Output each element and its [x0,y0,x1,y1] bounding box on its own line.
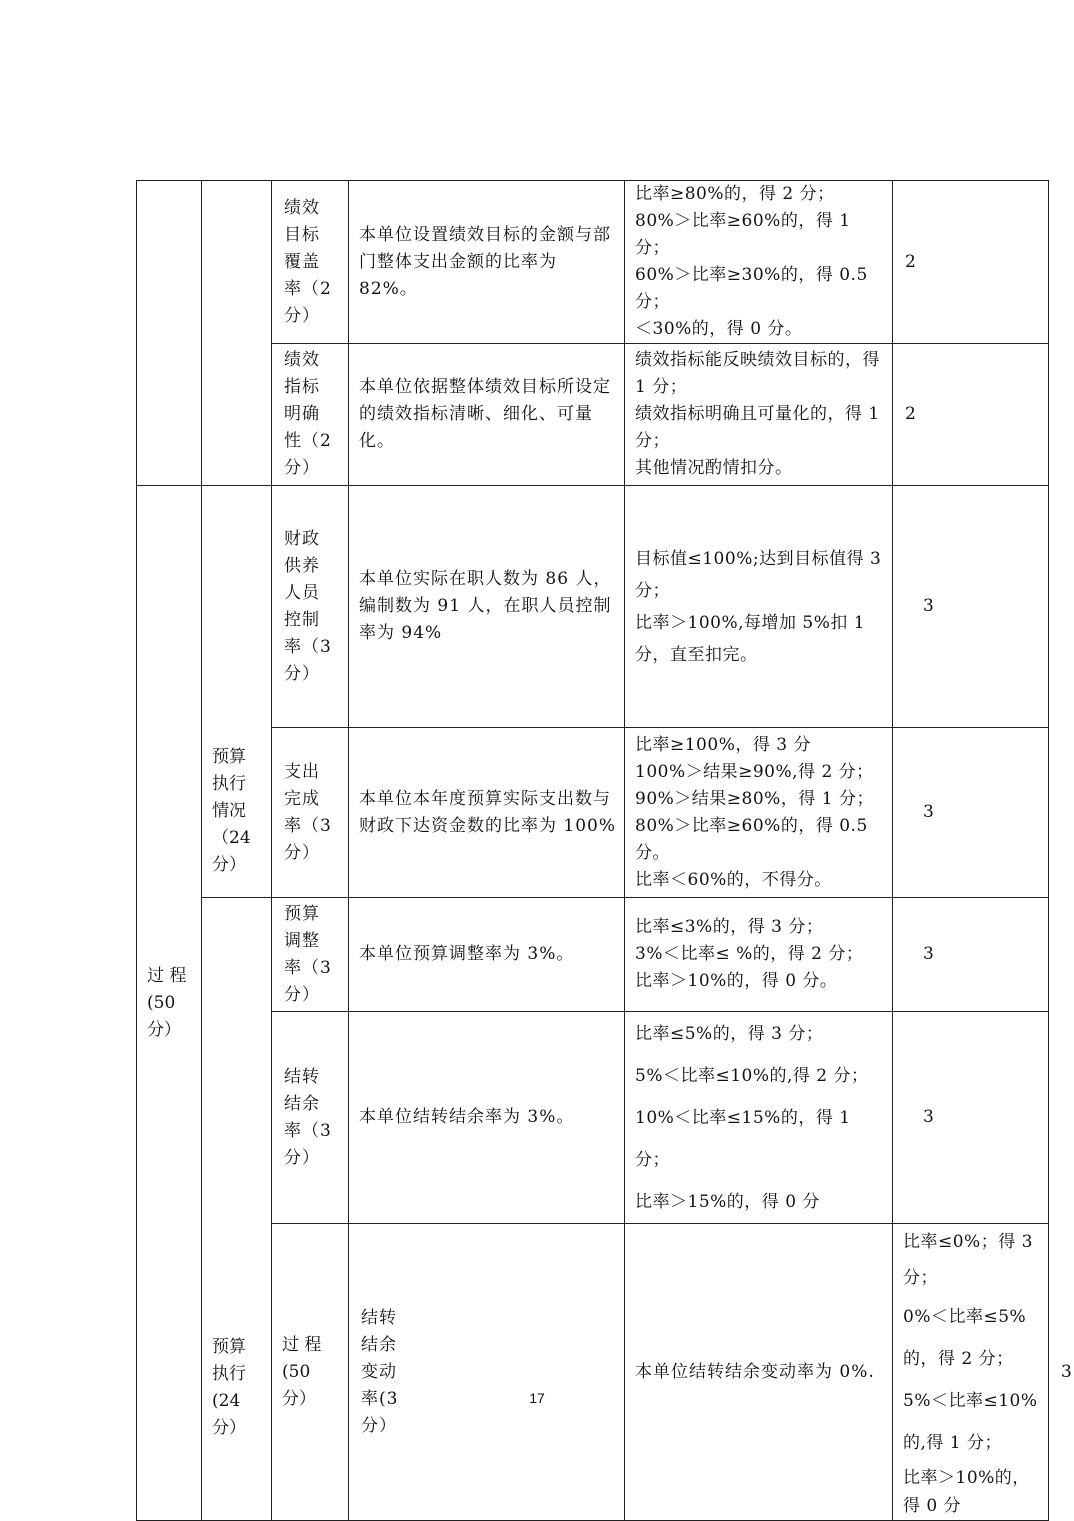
level2-cell-empty [202,181,272,486]
criteria-line: 分； [635,1149,670,1170]
criteria-cell [625,1012,893,1224]
level2-cell: 预算 执行 (24 分） [202,898,272,1521]
criteria-line: ＜30%的，得 0 分。 [635,319,803,339]
table-row [137,486,1049,728]
level1-cell-empty [137,181,202,486]
level2-cell: 预算 执行 情况 （24 分） [202,486,272,898]
description-cell: 本单位设置绩效目标的金额与部门整体支出金额的比率为 82%。 [349,181,625,344]
table-row: 过 程 (50 分） 结转 结余 变动 率(3 分） 本单位结转结余变动率为 0%. 比率≤0%；得 3 分； 0%＜比率≤5%的，得 2 分； 5%＜比率≤10%的,得 1 分； 比率＞10%的，得 0 分 3 [137,1224,1049,1521]
indicator-cell: 绩效 目标 覆盖 率（2 分） [272,181,349,344]
table-row [137,181,1049,344]
page-number: 17 [529,1390,545,1406]
table-row [137,344,1049,486]
indicator-cell: 结转 结余 变动 率(3 分） [349,1224,625,1521]
criteria-line: 比率≥100%，得 3 分 [635,734,811,755]
criteria-line: 绩效指标明确且可量化的，得 1 分； [635,404,880,451]
criteria-line: 绩效指标能反映绩效目标的，得 1 分； [635,350,880,397]
score-cell: 2 [893,181,1049,344]
table-row [137,728,1049,898]
criteria-line: 目标值≤100%;达到目标值得 3 分； [635,548,882,601]
evaluation-table-container [136,180,1072,1521]
indicator-cell: 支出 完成 率（3 分） [272,728,349,898]
indicator-cell: 财政 供养 人员 控制 率（3 分） [272,486,349,728]
criteria-line: 比率≤3%的，得 3 分； [635,917,824,937]
criteria-line: 5%＜比率≤10%的,得 1 分； [903,1391,1038,1453]
criteria-line: 0%＜比率≤5%的，得 2 分； [903,1307,1027,1369]
table-row [137,1012,1049,1224]
criteria-line: 比率＞10%的，得 0 分 [903,1468,1030,1516]
criteria-line: 10%＜比率≤15%的，得 1 [635,1107,851,1128]
score-cell: 3 [893,898,1049,1012]
level1-cell: 过 程 (50 分） [137,486,202,1521]
criteria-line: 90%＞结果≥80%，得 1 分； [635,788,874,809]
criteria-cell [625,344,893,486]
indicator-cell: 预算 调整 率（3 分） [272,898,349,1012]
description-cell: 本单位结转结余率为 3%。 [349,1012,625,1224]
score-cell: 3 [893,486,1049,728]
score-cell: 2 [893,344,1049,486]
table-row [137,898,1049,1012]
indicator-cell: 结转 结余 率（3 分） [272,1012,349,1224]
criteria-line: 5%＜比率≤10%的,得 2 分； [635,1065,869,1086]
criteria-line: 100%＞结果≥90%,得 2 分； [635,761,874,782]
criteria-line: 60%＞比率≥30%的，得 0.5 分； [635,265,868,312]
criteria-cell [625,898,893,1012]
criteria-line: 比率≤5%的，得 3 分； [635,1023,824,1044]
criteria-cell [893,1224,1049,1521]
description-cell: 本单位实际在职人数为 86 人，编制数为 91 人，在职人员控制率为 94% [349,486,625,728]
criteria-line: 80%＞比率≥60%的，得 0.5 分。 [635,815,868,863]
criteria-line: 比率＞15%的，得 0 分 [635,1191,820,1212]
description-cell: 本单位依据整体绩效目标所设定的绩效指标清晰、细化、可量化。 [349,344,625,486]
score-cell: 3 [893,1012,1049,1224]
criteria-line: 3%＜比率≤ %的，得 2 分； [635,944,864,964]
description-cell: 本单位预算调整率为 3%。 [349,898,625,1012]
description-cell: 本单位结转结余变动率为 0%. [625,1224,893,1521]
criteria-cell [625,486,893,728]
criteria-line: 比率≥80%的，得 2 分； [635,184,835,204]
criteria-line: 比率＞10%的，得 0 分。 [635,971,838,991]
criteria-line: 比率≤0%；得 3 分； [903,1232,1033,1288]
criteria-line: 80%＞比率≥60%的，得 1 分； [635,211,851,258]
description-cell: 本单位本年度预算实际支出数与财政下达资金数的比率为 100% [349,728,625,898]
criteria-line: 其他情况酌情扣分。 [635,458,793,478]
criteria-line: 比率＜60%的，不得分。 [635,869,832,890]
criteria-line: 比率＞100%,每增加 5%扣 1 分，直至扣完。 [635,612,866,665]
score-cell: 3 [893,728,1049,898]
level1-cell: 过 程 (50 分） [272,1224,349,1521]
evaluation-table [136,180,1072,1521]
indicator-cell: 绩效 指标 明确 性（2 分） [272,344,349,486]
criteria-cell [625,728,893,898]
criteria-cell [625,181,893,344]
